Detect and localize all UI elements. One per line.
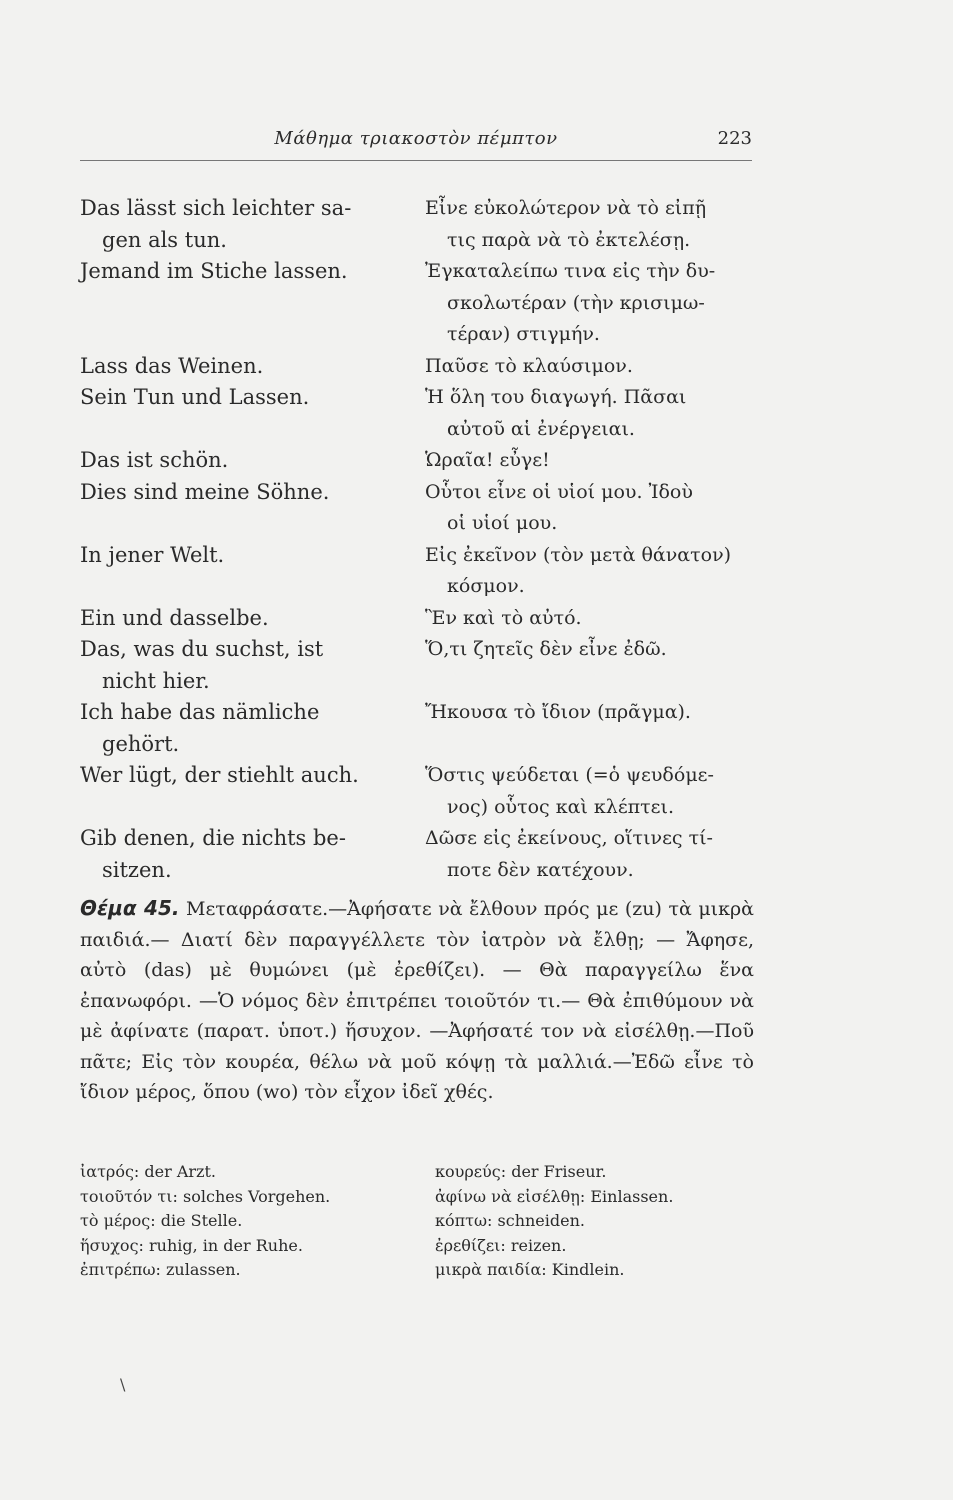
page-header — [80, 128, 752, 158]
phrase-row — [80, 697, 770, 760]
header-rule — [80, 160, 752, 161]
vocab-item: ἐρεθίζει: reizen. — [435, 1235, 567, 1255]
vocabulary — [80, 1160, 780, 1283]
page-number: 223 — [717, 128, 752, 149]
german-phrase: Sein Tun und Lassen. — [80, 385, 310, 409]
greek-phrase: Ἡ ὅλη του διαγωγή. Πᾶσαι αὐτοῦ αἱ ἐνέργειαι. — [425, 386, 687, 440]
german-phrase: Das, was du suchst, ist nicht hier. — [80, 637, 324, 693]
german-phrase: Lass das Weinen. — [80, 353, 264, 378]
exercise-paragraph — [80, 893, 754, 1108]
exercise-label: Θέμα 45. — [80, 896, 180, 920]
phrase-row — [80, 256, 770, 351]
vocab-item: τὸ μέρος: die Stelle. — [80, 1211, 243, 1230]
german-phrase: Ein und dasselbe. — [80, 605, 269, 630]
german-phrase: Dies sind meine Söhne. — [80, 479, 330, 504]
greek-phrase: Ἐγκαταλείπω τινα εἰς τὴν δυ- σκολωτέραν (τὴν κρισιμω- τέραν) στιγμήν. — [425, 260, 716, 345]
vocab-item: κουρεύς: der Friseur. — [435, 1162, 607, 1181]
stray-mark: \ — [120, 1375, 126, 1394]
exercise-text: Μεταφράσατε.—Ἀφήσατε νὰ ἔλθουν πρός με (zu) τὰ μικρὰ παιδιά.— Διατί δὲν παραγγέλλετε τὸν ἰατρὸν νὰ ἔλθῃ; — Ἄφησε, αὐτὸ (das) μὲ θυμώνει (μὲ ἐρεθίζει). — Θὰ παραγγείλω ἕνα ἐπανωφόρι. —Ὁ νόμος δὲν ἐπιτρέπει τοιοῦτόν τι.— Θὰ ἐπιθύμουν νὰ μὲ ἀφίνατε (παρατ. ὑποτ.) ἥσυχον. —Ἀφήσατέ τον νὰ εἰσέλθῃ.—Ποῦ πᾶτε; Εἰς τὸν κουρέα, θέλω νὰ μοῦ κόψῃ τὰ μαλλιά.—Ἐδῶ εἶνε τὸ ἴδιον μέρος, ὅπου (wo) τὸν εἶχον ἰδεῖ χθές. — [80, 898, 755, 1103]
vocabulary-right-column — [425, 1160, 780, 1283]
phrase-row — [80, 445, 770, 477]
greek-phrase: Παῦσε τὸ κλαύσιμον. — [425, 354, 633, 377]
greek-phrase: Ὅ,τι ζητεῖς δὲν εἶνε ἐδῶ. — [425, 638, 667, 660]
vocab-item: μικρὰ παιδία: Kindlein. — [435, 1260, 625, 1279]
phrase-row — [80, 382, 770, 445]
phrase-row — [80, 477, 770, 540]
phrase-row — [80, 351, 770, 383]
greek-phrase: Εἰς ἐκεῖνον (τὸν μετὰ θάνατον) κόσμον. — [425, 543, 732, 597]
german-phrase: Jemand im Stiche lassen. — [80, 259, 348, 283]
german-phrase: Ich habe das nämliche gehört. — [80, 700, 320, 756]
vocab-item: κόπτω: schneiden. — [435, 1211, 585, 1230]
greek-phrase: Ὅστις ψεύδεται (=ὁ ψευδόμε- νος) οὗτος καὶ κλέπτει. — [425, 764, 714, 818]
german-phrase: Wer lügt, der stiehlt auch. — [80, 763, 359, 787]
greek-phrase: Ἓν καὶ τὸ αὐτό. — [425, 606, 582, 629]
phrase-row — [80, 540, 770, 603]
greek-phrase: Οὗτοι εἶνε οἱ υἱοί μου. Ἰδοὺ οἱ υἱοί μου. — [425, 480, 693, 534]
greek-phrase: Εἶνε εὐκολώτερον νὰ τὸ εἰπῇ τις παρὰ νὰ τὸ ἐκτελέσῃ. — [425, 197, 707, 251]
phrase-row — [80, 603, 770, 635]
german-phrase: Das ist schön. — [80, 448, 229, 472]
phrase-table — [80, 193, 770, 886]
greek-phrase: Ἤκουσα τὸ ἴδιον (πρᾶγμα). — [425, 701, 691, 723]
phrase-row — [80, 760, 770, 823]
vocab-item: ἰατρός: der Arzt. — [80, 1162, 216, 1181]
german-phrase: In jener Welt. — [80, 542, 225, 567]
running-title: Μάθημα τριακοστὸν πέμπτον — [274, 128, 558, 149]
vocab-item: ἐπιτρέπω: zulassen. — [80, 1260, 241, 1279]
phrase-row — [80, 634, 770, 697]
vocab-item: ἥσυχος: ruhig, in der Ruhe. — [80, 1235, 303, 1255]
greek-phrase: Ὡραῖα! εὖγε! — [425, 449, 550, 471]
phrase-row — [80, 823, 770, 886]
phrase-row — [80, 193, 770, 256]
vocabulary-left-column — [80, 1160, 425, 1283]
german-phrase: Das lässt sich leichter sa- gen als tun. — [80, 196, 352, 252]
vocab-item: ἀφίνω νὰ εἰσέλθῃ: Einlassen. — [435, 1186, 674, 1206]
vocab-item: τοιοῦτόν τι: solches Vorgehen. — [80, 1186, 331, 1206]
german-phrase: Gib denen, die nichts be- sitzen. — [80, 826, 346, 882]
greek-phrase: Δῶσε εἰς ἐκείνους, οἵτινες τί- ποτε δὲν κατέχουν. — [425, 827, 713, 881]
